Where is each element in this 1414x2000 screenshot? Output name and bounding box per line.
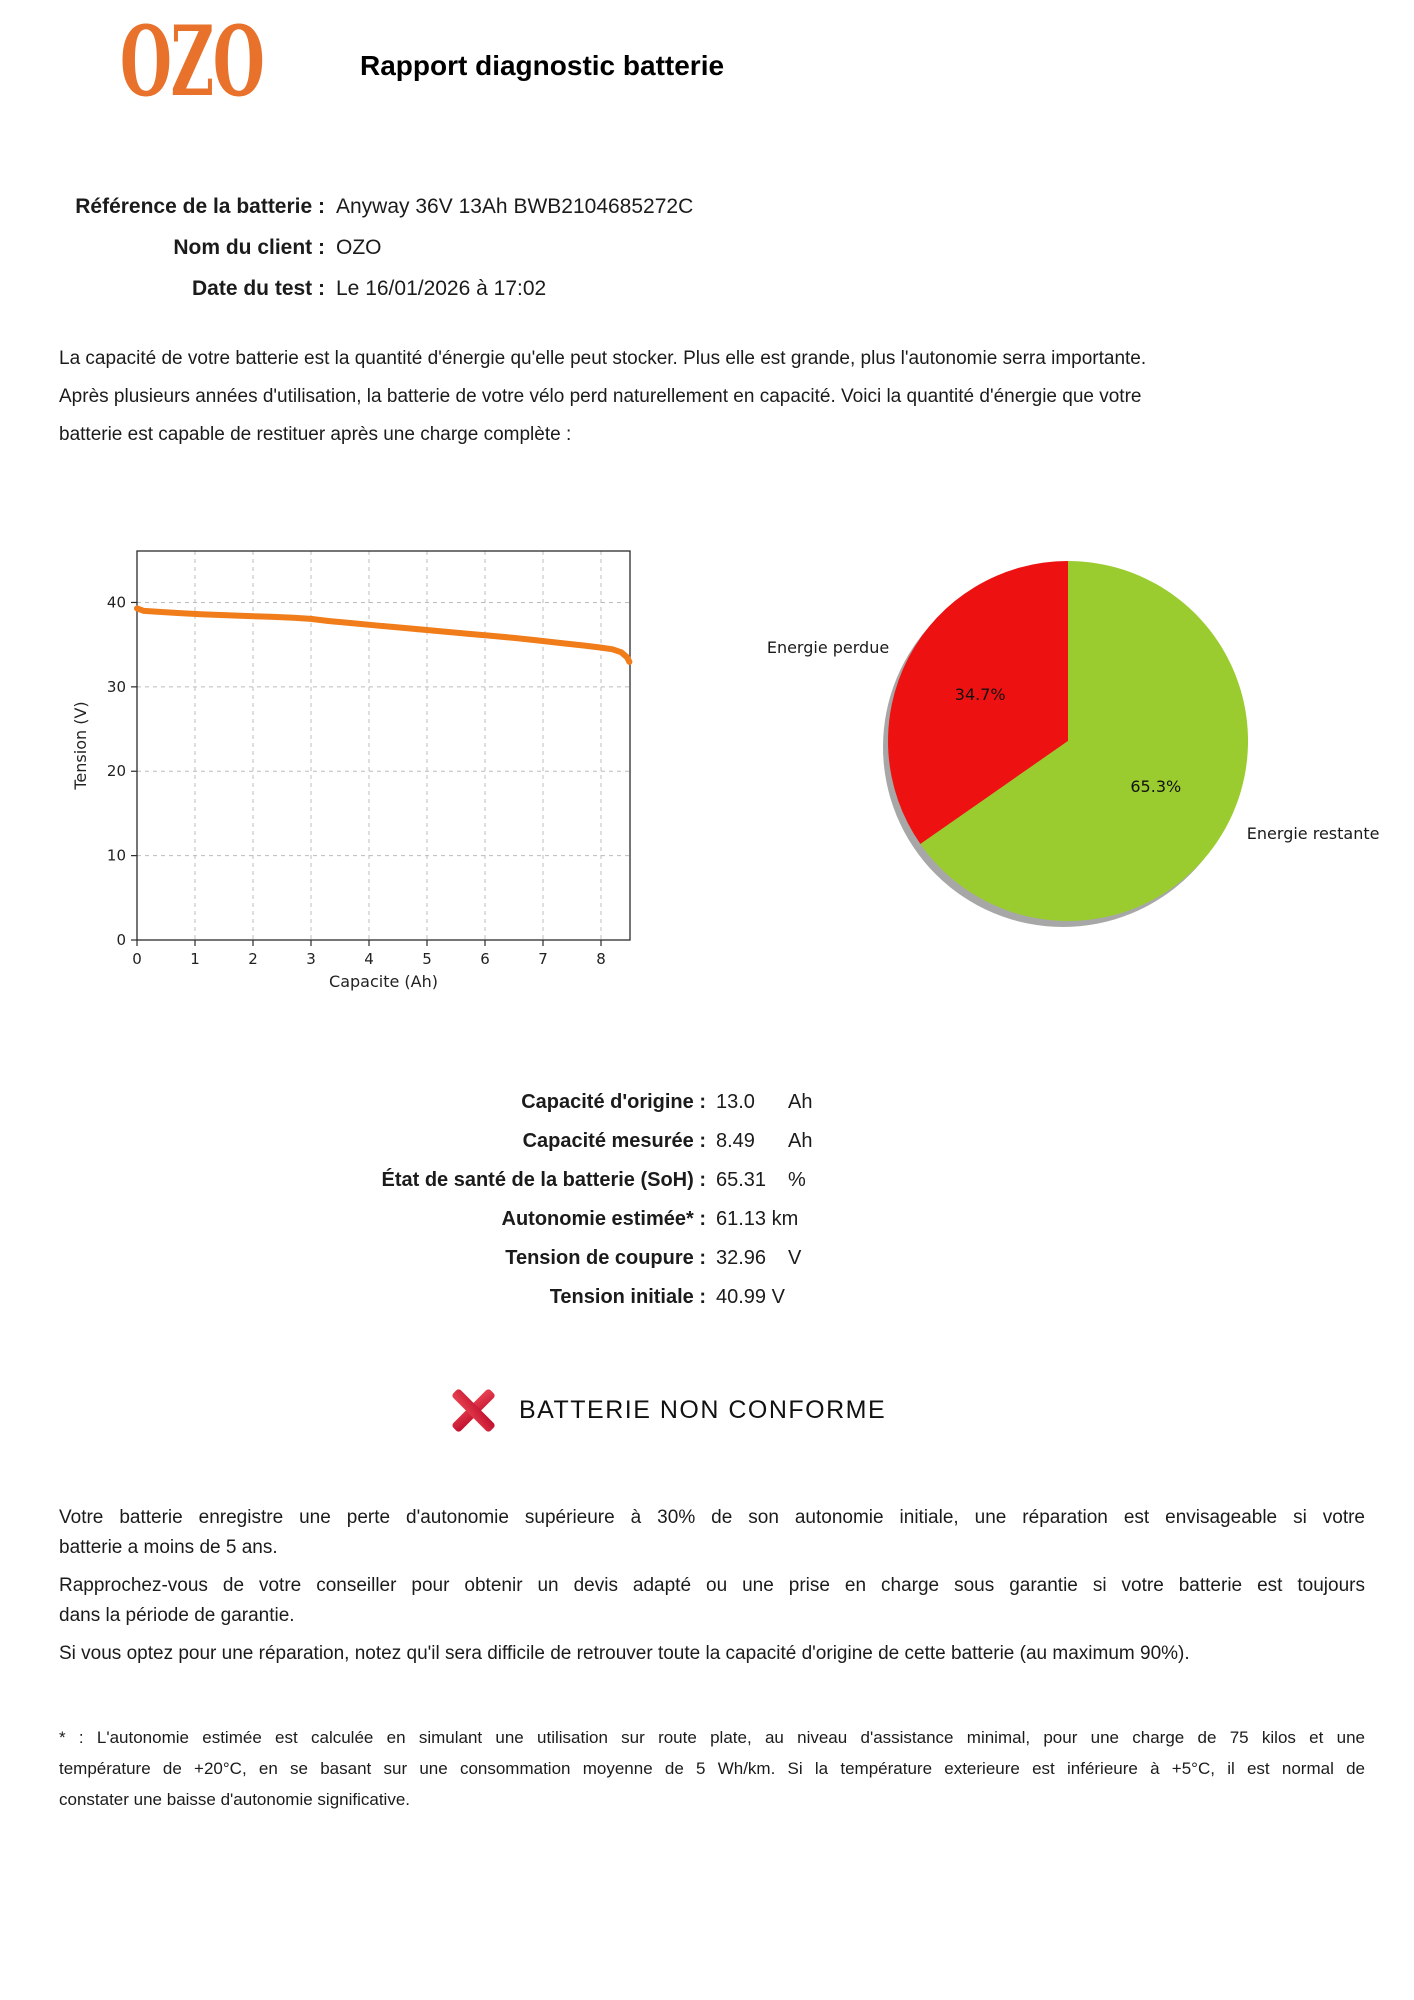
stat-row <box>59 1278 812 1317</box>
conclusion-text <box>59 1507 1365 1681</box>
page-title: Rapport diagnostic batterie <box>360 50 725 81</box>
conclusion-line: batterie a moins de 5 ans. <box>59 1537 278 1558</box>
stat-row <box>59 1083 812 1122</box>
conclusion-line: Rapprochez-vous de votre conseiller pour obtenir un devis adapté ou une prise en charge sous garantie si votre batterie est toujours <box>59 1575 1365 1596</box>
x-tick-label: 3 <box>306 950 316 968</box>
footnote-line: constater une baisse d'autonomie significative. <box>59 1790 411 1809</box>
x-tick-label: 0 <box>132 950 142 968</box>
y-tick-label: 40 <box>106 593 126 612</box>
stat-value: 65.31 <box>716 1169 767 1191</box>
stat-label: État de santé de la batterie (SoH) : <box>381 1169 706 1191</box>
x-tick-label: 5 <box>422 950 432 968</box>
stat-label: Capacité d'origine : <box>521 1091 706 1113</box>
red-cross-icon <box>450 1387 497 1434</box>
x-tick-label: 1 <box>190 950 200 968</box>
stats-block <box>59 1083 812 1317</box>
stat-unit: V <box>788 1247 802 1269</box>
stat-row <box>59 1122 812 1161</box>
intro-line: Après plusieurs années d'utilisation, la batterie de votre vélo perd naturellement en capacité. Voici la quantité d'énergie que votre <box>59 386 1142 407</box>
intro-text <box>59 348 1146 462</box>
stat-unit: % <box>788 1169 806 1191</box>
footnote-line: * : L'autonomie estimée est calculée en simulant une utilisation sur route plate, au niveau d'assistance minimal, pour une charge de 75 kilos et une <box>59 1728 1365 1747</box>
stat-value: 13.0 <box>716 1091 755 1113</box>
x-tick-label: 8 <box>596 950 606 968</box>
stat-unit: Ah <box>788 1130 813 1152</box>
stat-row <box>59 1161 812 1200</box>
pie-percent-label: 65.3% <box>1130 776 1182 796</box>
y-tick-label: 0 <box>116 931 126 949</box>
y-axis-label: Tension (V) <box>71 701 90 790</box>
info-value: OZO <box>336 235 382 259</box>
stat-row <box>59 1239 812 1278</box>
energy-pie-chart <box>660 540 1414 1000</box>
info-label: Nom du client : <box>173 235 325 259</box>
footnote-text <box>59 1728 1365 1821</box>
conclusion-paragraph <box>59 1575 1365 1635</box>
pie-percent-label: 34.7% <box>954 685 1006 705</box>
ozo-logo-text: OZO <box>120 5 264 118</box>
info-label: Référence de la batterie : <box>75 194 325 218</box>
info-label: Date du test : <box>191 276 325 300</box>
stat-label: Tension initiale : <box>549 1286 706 1308</box>
x-axis-label: Capacite (Ah) <box>329 972 438 991</box>
pie-slice-label: Energie restante <box>1246 824 1380 844</box>
y-tick-label: 20 <box>106 762 126 781</box>
x-tick-label: 7 <box>538 950 548 968</box>
discharge-curve-chart <box>60 540 660 1000</box>
pie-slice-label: Energie perdue <box>766 637 890 657</box>
stat-value: 8.49 <box>716 1130 755 1152</box>
ozo-logo <box>120 5 264 118</box>
battery-info-block <box>59 186 693 309</box>
verdict-row <box>450 1387 886 1434</box>
y-tick-label: 10 <box>106 846 126 865</box>
stat-value: 32.96 <box>716 1247 767 1269</box>
info-row <box>59 227 693 268</box>
info-value: Le 16/01/2026 à 17:02 <box>336 276 547 300</box>
stat-row <box>59 1200 812 1239</box>
info-row <box>59 268 693 309</box>
intro-line: batterie est capable de restituer après une charge complète : <box>59 424 572 445</box>
info-value: Anyway 36V 13Ah BWB2104685272C <box>336 194 694 218</box>
conclusion-paragraph <box>59 1643 1365 1673</box>
discharge-curve <box>137 608 629 662</box>
x-tick-label: 6 <box>480 950 490 968</box>
info-row <box>59 186 693 227</box>
stat-label: Autonomie estimée* : <box>501 1208 706 1230</box>
conclusion-line: Si vous optez pour une réparation, notez qu'il sera difficile de retrouver toute la capacité d'origine de cette batterie (au maximum 90%). <box>59 1643 1190 1664</box>
stat-unit: Ah <box>788 1091 813 1113</box>
stat-value: 40.99 V <box>716 1286 785 1308</box>
y-tick-label: 30 <box>106 677 126 696</box>
footnote-line: température de +20°C, en se basant sur une consommation moyenne de 5 Wh/km. Si la température exterieure est inférieure à +5°C, il est normal de <box>59 1759 1365 1778</box>
intro-line: La capacité de votre batterie est la quantité d'énergie qu'elle peut stocker. Plus elle est grande, plus l'autonomie serra importante. <box>59 348 1147 369</box>
x-tick-label: 2 <box>248 950 258 968</box>
conclusion-paragraph <box>59 1507 1365 1567</box>
conclusion-line: dans la période de garantie. <box>59 1605 295 1626</box>
stat-label: Tension de coupure : <box>505 1247 706 1269</box>
conclusion-line: Votre batterie enregistre une perte d'autonomie supérieure à 30% de son autonomie initiale, une réparation est envisageable si votre <box>59 1507 1365 1528</box>
verdict-text: BATTERIE NON CONFORME <box>519 1396 887 1424</box>
plot-frame <box>137 551 630 940</box>
stat-label: Capacité mesurée : <box>522 1130 706 1152</box>
stat-value: 61.13 km <box>716 1208 799 1230</box>
x-tick-label: 4 <box>364 950 374 968</box>
